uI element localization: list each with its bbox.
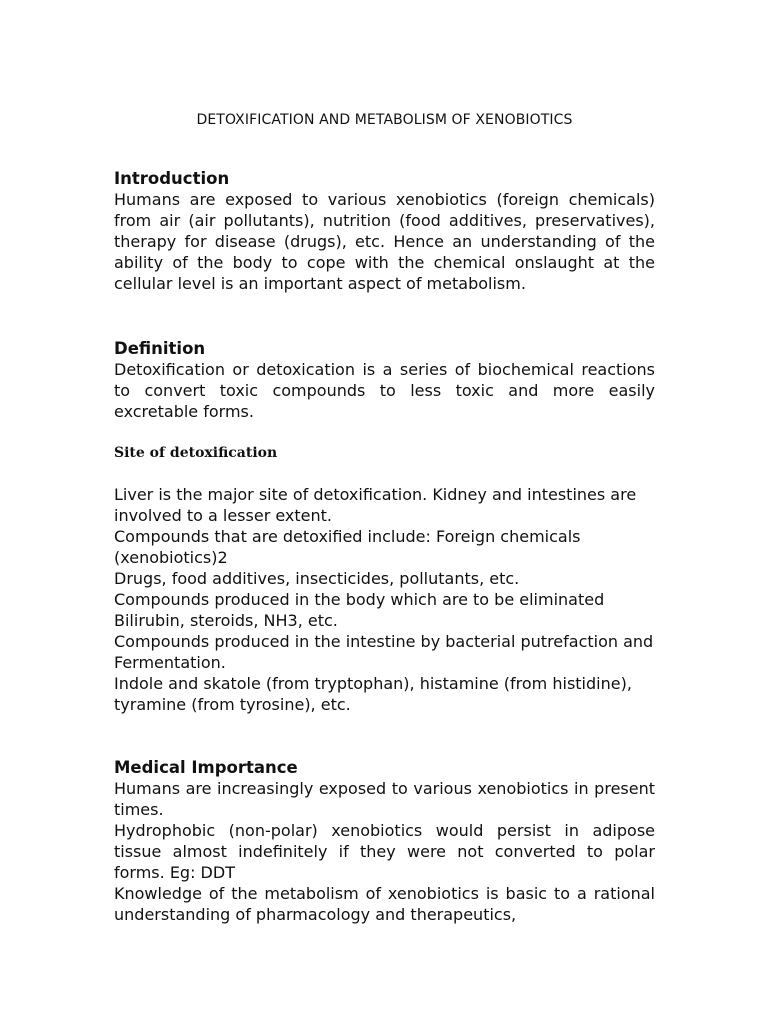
site-line: Liver is the major site of detoxification. Kidney and intestines are involved to a lesser extent. — [114, 485, 637, 525]
definition-paragraph: Detoxification or detoxication is a series of biochemical reactions to convert toxic compounds to less toxic and more easily excretable forms. — [114, 360, 655, 421]
medical-line: Knowledge of the metabolism of xenobiotics is basic to a rational understanding of pharmacology and therapeutics, — [114, 884, 655, 924]
document-title: DETOXIFICATION AND METABOLISM OF XENOBIOTICS — [196, 112, 573, 128]
site-line: Indole and skatole (from tryptophan), histamine (from histidine), tyramine (from tyrosine), etc. — [114, 674, 632, 714]
site-section — [114, 444, 655, 715]
introduction-heading: Introduction — [114, 169, 230, 188]
medical-importance-section — [114, 757, 655, 925]
medical-line: Hydrophobic (non-polar) xenobiotics would persist in adipose tissue almost indefinitely if they were not converted to polar forms. Eg: DDT — [114, 821, 655, 882]
site-line: Compounds produced in the intestine by bacterial putrefaction and — [114, 632, 654, 651]
site-line: Fermentation. — [114, 653, 226, 672]
definition-section — [114, 338, 655, 422]
medical-line: Humans are increasingly exposed to various xenobiotics in present times. — [114, 779, 655, 819]
definition-heading: Definition — [114, 339, 206, 358]
introduction-paragraph: Humans are exposed to various xenobiotics (foreign chemicals) from air (air pollutants), nutrition (food additives, preservatives), therapy for disease (drugs), etc. Hence an understanding of the ability of the body to cope with the chemical onslaught at the cellular level is an important aspect of metabolism. — [114, 190, 655, 293]
site-heading: Site of detoxification — [114, 445, 278, 461]
site-line: Compounds produced in the body which are to be eliminated Bilirubin, steroids, NH3, etc. — [114, 590, 605, 630]
medical-importance-heading: Medical Importance — [114, 758, 298, 777]
introduction-section — [114, 168, 655, 294]
site-line: Compounds that are detoxified include: Foreign chemicals (xenobiotics)2 — [114, 527, 581, 567]
site-line: Drugs, food additives, insecticides, pollutants, etc. — [114, 569, 520, 588]
